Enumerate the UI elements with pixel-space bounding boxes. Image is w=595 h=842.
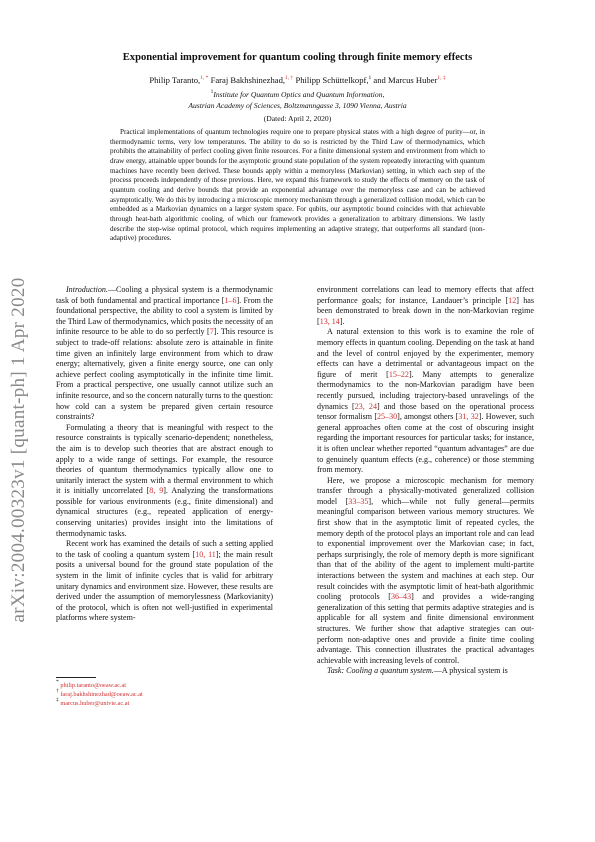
text: ], amongst others [ [397, 412, 459, 422]
citation-link[interactable]: 25–30 [377, 412, 398, 422]
text: ]. This resource is subject to trade-off relations: absolute zero is attainable in finite time given an infinitely large environment from which to draw energy; alternatively, given a finite energy source, one can only achieve perfect cooling asymptotically in the infinite time limit. From a practical perspective, one usually cannot utilize such an infinite resource, and so the concern naturally turns to the question: how cold can a system be prepared given certain resource constraints? [56, 327, 273, 422]
paragraph [56, 423, 273, 540]
footnote [56, 679, 127, 690]
citation-link[interactable]: 12 [508, 295, 517, 305]
text: ]; the main result posits a universal bound for the ground state population of the system in the limit of infinite cycles that is valid for arbitrary unitary dynamics and environment size. However, these results are derived under the assumption of memorylessness (Markovianity) of the protocol, which is often not well-justified in experimental platforms where system- [56, 549, 273, 623]
paragraph [317, 327, 534, 475]
citation-link[interactable]: 7 [209, 327, 214, 337]
paper-title: Exponential improvement for quantum cooling through finite memory effects [122, 52, 473, 63]
affiliation-sup: 1 [210, 89, 214, 95]
text: Formulating a theory that is meaningful with respect to the resource constraints is typically scenario-dependent; nonetheless, the aim is to develop such theories that are abstract enough to apply to a wide range of settings. For example, the resource theories of quantum thermodynamics typically allow one to unitarily interact the system with a thermal environment to which it is initially uncorrelated [ [56, 422, 273, 496]
citation-link[interactable]: 1–6 [224, 295, 237, 305]
arxiv-id: arXiv:2004.00323v1 [quant-ph] 1 Apr 2020 [8, 277, 29, 623]
citation-link[interactable]: 36–43 [390, 592, 412, 602]
text: —A physical system is [433, 666, 508, 676]
text: ]. Analyzing the transformations possible for various environments (e.g., finite dimensional) and dynamical structures (e.g., repeated application of energy-conserving unitaries) provides insight into the limitations of thermodynamic tasks. [56, 486, 274, 538]
citation-link[interactable]: 23, 24 [354, 401, 377, 411]
affiliation-text: Institute for Quantum Optics and Quantum Information, [213, 90, 385, 99]
text: Recent work has examined the details of such a setting applied to the task of cooling a quantum system [ [56, 539, 273, 559]
affiliation-line-1 [60, 90, 535, 99]
text: ] has been demonstrated to break down in the non-Markovian regime [ [317, 295, 534, 326]
text: ], which—while not fully general—permits meaningful comparison between various memory structures. We first show that in the asymptotic limit of repeated cycles, the memory depth of the protocol plays an important role and can lead to exponential improvement over the Markovian case; in fact, perhaps surprisingly, the role of memory depth is more significant than that of the ability of the agent to implement multi-partite interactions between the system and machines at each step. Our result coincides with the asymptotic limit of heat-bath algorithmic cooling protocols [ [317, 496, 535, 602]
affiliation-line-2: Austrian Academy of Sciences, Boltzmanngasse 3, 1090 Vienna, Austria [188, 101, 407, 110]
text: A natural extension to this work is to examine the role of memory effects in quantum cooling. Depending on the task at hand and the level of control enjoyed by the experimenter, memory effects can have a detrimental or advantageous impact on the figure of merit [ [317, 327, 534, 379]
citation-link[interactable]: 8, 9 [149, 486, 164, 496]
date-line: (Dated: April 2, 2020) [263, 114, 332, 123]
citation-link[interactable]: 13, 14 [319, 316, 340, 326]
email-link[interactable]: philip.taranto@oeaw.ac.at [60, 682, 127, 689]
footnote-rule [56, 677, 96, 678]
paragraph [317, 476, 534, 667]
footnote-mark: * [56, 679, 59, 685]
author-name: and Marcus Huber [373, 75, 438, 85]
section-lead: Introduction. [66, 285, 108, 294]
citation-link[interactable]: 15–22 [388, 369, 409, 379]
text: environment correlations can lead to memory effects that affect performance goals; for instance, Landauer’s principle [ [317, 285, 534, 305]
arxiv-stamp [6, 250, 32, 650]
paragraph [317, 666, 534, 677]
paragraph [56, 539, 273, 624]
author-sup: 1 [368, 75, 372, 81]
email-link[interactable]: marcus.huber@univie.ac.at [60, 700, 130, 707]
footnote-mark: ‡ [56, 697, 59, 703]
text: ] and those based on the operational process tensor formalism [ [317, 401, 534, 422]
author-name: Philip Taranto, [149, 75, 201, 85]
paragraph [56, 285, 273, 423]
left-column [56, 285, 273, 624]
footnote [56, 697, 130, 708]
paragraph [317, 285, 534, 327]
text: ]. However, such general approaches often come at the cost of obscuring insight regarding the important resources for particular tasks; for instance, it is often unclear whether reported “quantum advantages” are due to genuinely quantum effects (e.g., coherence) or those stemming from memory. [317, 412, 534, 475]
footnote [56, 688, 143, 699]
citation-link[interactable]: 31, 32 [458, 412, 479, 422]
footnote-mark: † [56, 688, 59, 694]
text: —Cooling a physical system is a thermodynamic task of both fundamental and practical importance [ [56, 285, 273, 305]
right-column [317, 285, 534, 677]
author-name: Philipp Schüttelkopf, [295, 75, 369, 85]
text: ]. Many attempts to generalize thermodynamics to the non-Markovian paradigm have been recently pursued, including trajectory-based unravelings of the dynamics [ [317, 369, 534, 411]
abstract: Practical implementations of quantum technologies require one to prepare physical states with a high degree of purity—or, in thermodynamic terms, very low temperatures. The ability to do so is restricted by the Third Law of thermodynamics, which prohibits the attainability of perfect cooling given finite resources. For a finite dimensional system and environment from which to draw energy, attainable upper bounds for the asymptotic ground state population of the system repeatedly interacting with quantum machines have recently been derived. These bounds apply within a memoryless (Markovian) setting, in which each step of the process proceeds independently of those previous. Here, we expand this framework to study the effects of memory on the task of quantum cooling and derive bounds that provide an exponential advantage over the memoryless case and can be achieved asymptotically. We do this by introducing a microscopic memory mechanism through a generalized collision model, which can be embedded as a Markovian dynamics on a larger system space. For qubits, our asymptotic bound coincides with that achievable through heat-bath algorithmic cooling, of which our framework provides a generalization to arbitrary dimensions. We lastly describe the step-wise optimal protocol, which requires implementing an adaptive strategy, that outperforms all standard (non-adaptive) procedures. [110, 128, 485, 243]
author-sup[interactable]: 1, † [285, 75, 294, 81]
text: Here, we propose a microscopic mechanism for memory transfer through a physically-motivated generalized collision model [ [317, 475, 534, 506]
email-link[interactable]: faraj.bakhshinezhad@oeaw.ac.at [60, 691, 143, 698]
text: ] and provides a wide-ranging generalization of this setting that permits adaptive strategies and is applicable for all system and finite dimensional environment structures. We further show that adaptive strategies can out-perform non-adaptive ones and provide a finite time cooling advantage. This connection illustrates the practical advantages achievable with increasing levels of control. [317, 592, 535, 665]
text: ]. [339, 316, 345, 326]
text: ]. From the foundational perspective, the ability to cool a system is limited by the Third Law of thermodynamics, which posits the necessity of an infinite resource to be able to do so perfectly [ [56, 295, 274, 337]
citation-link[interactable]: 33–35 [348, 496, 369, 506]
author-list [60, 75, 535, 85]
author-name: Faraj Bakhshinezhad, [210, 75, 286, 85]
section-lead: Task: Cooling a quantum system. [327, 666, 434, 676]
author-sup[interactable]: 1, * [200, 75, 209, 81]
citation-link[interactable]: 10, 11 [195, 549, 216, 559]
author-sup[interactable]: 1, ‡ [437, 75, 446, 81]
